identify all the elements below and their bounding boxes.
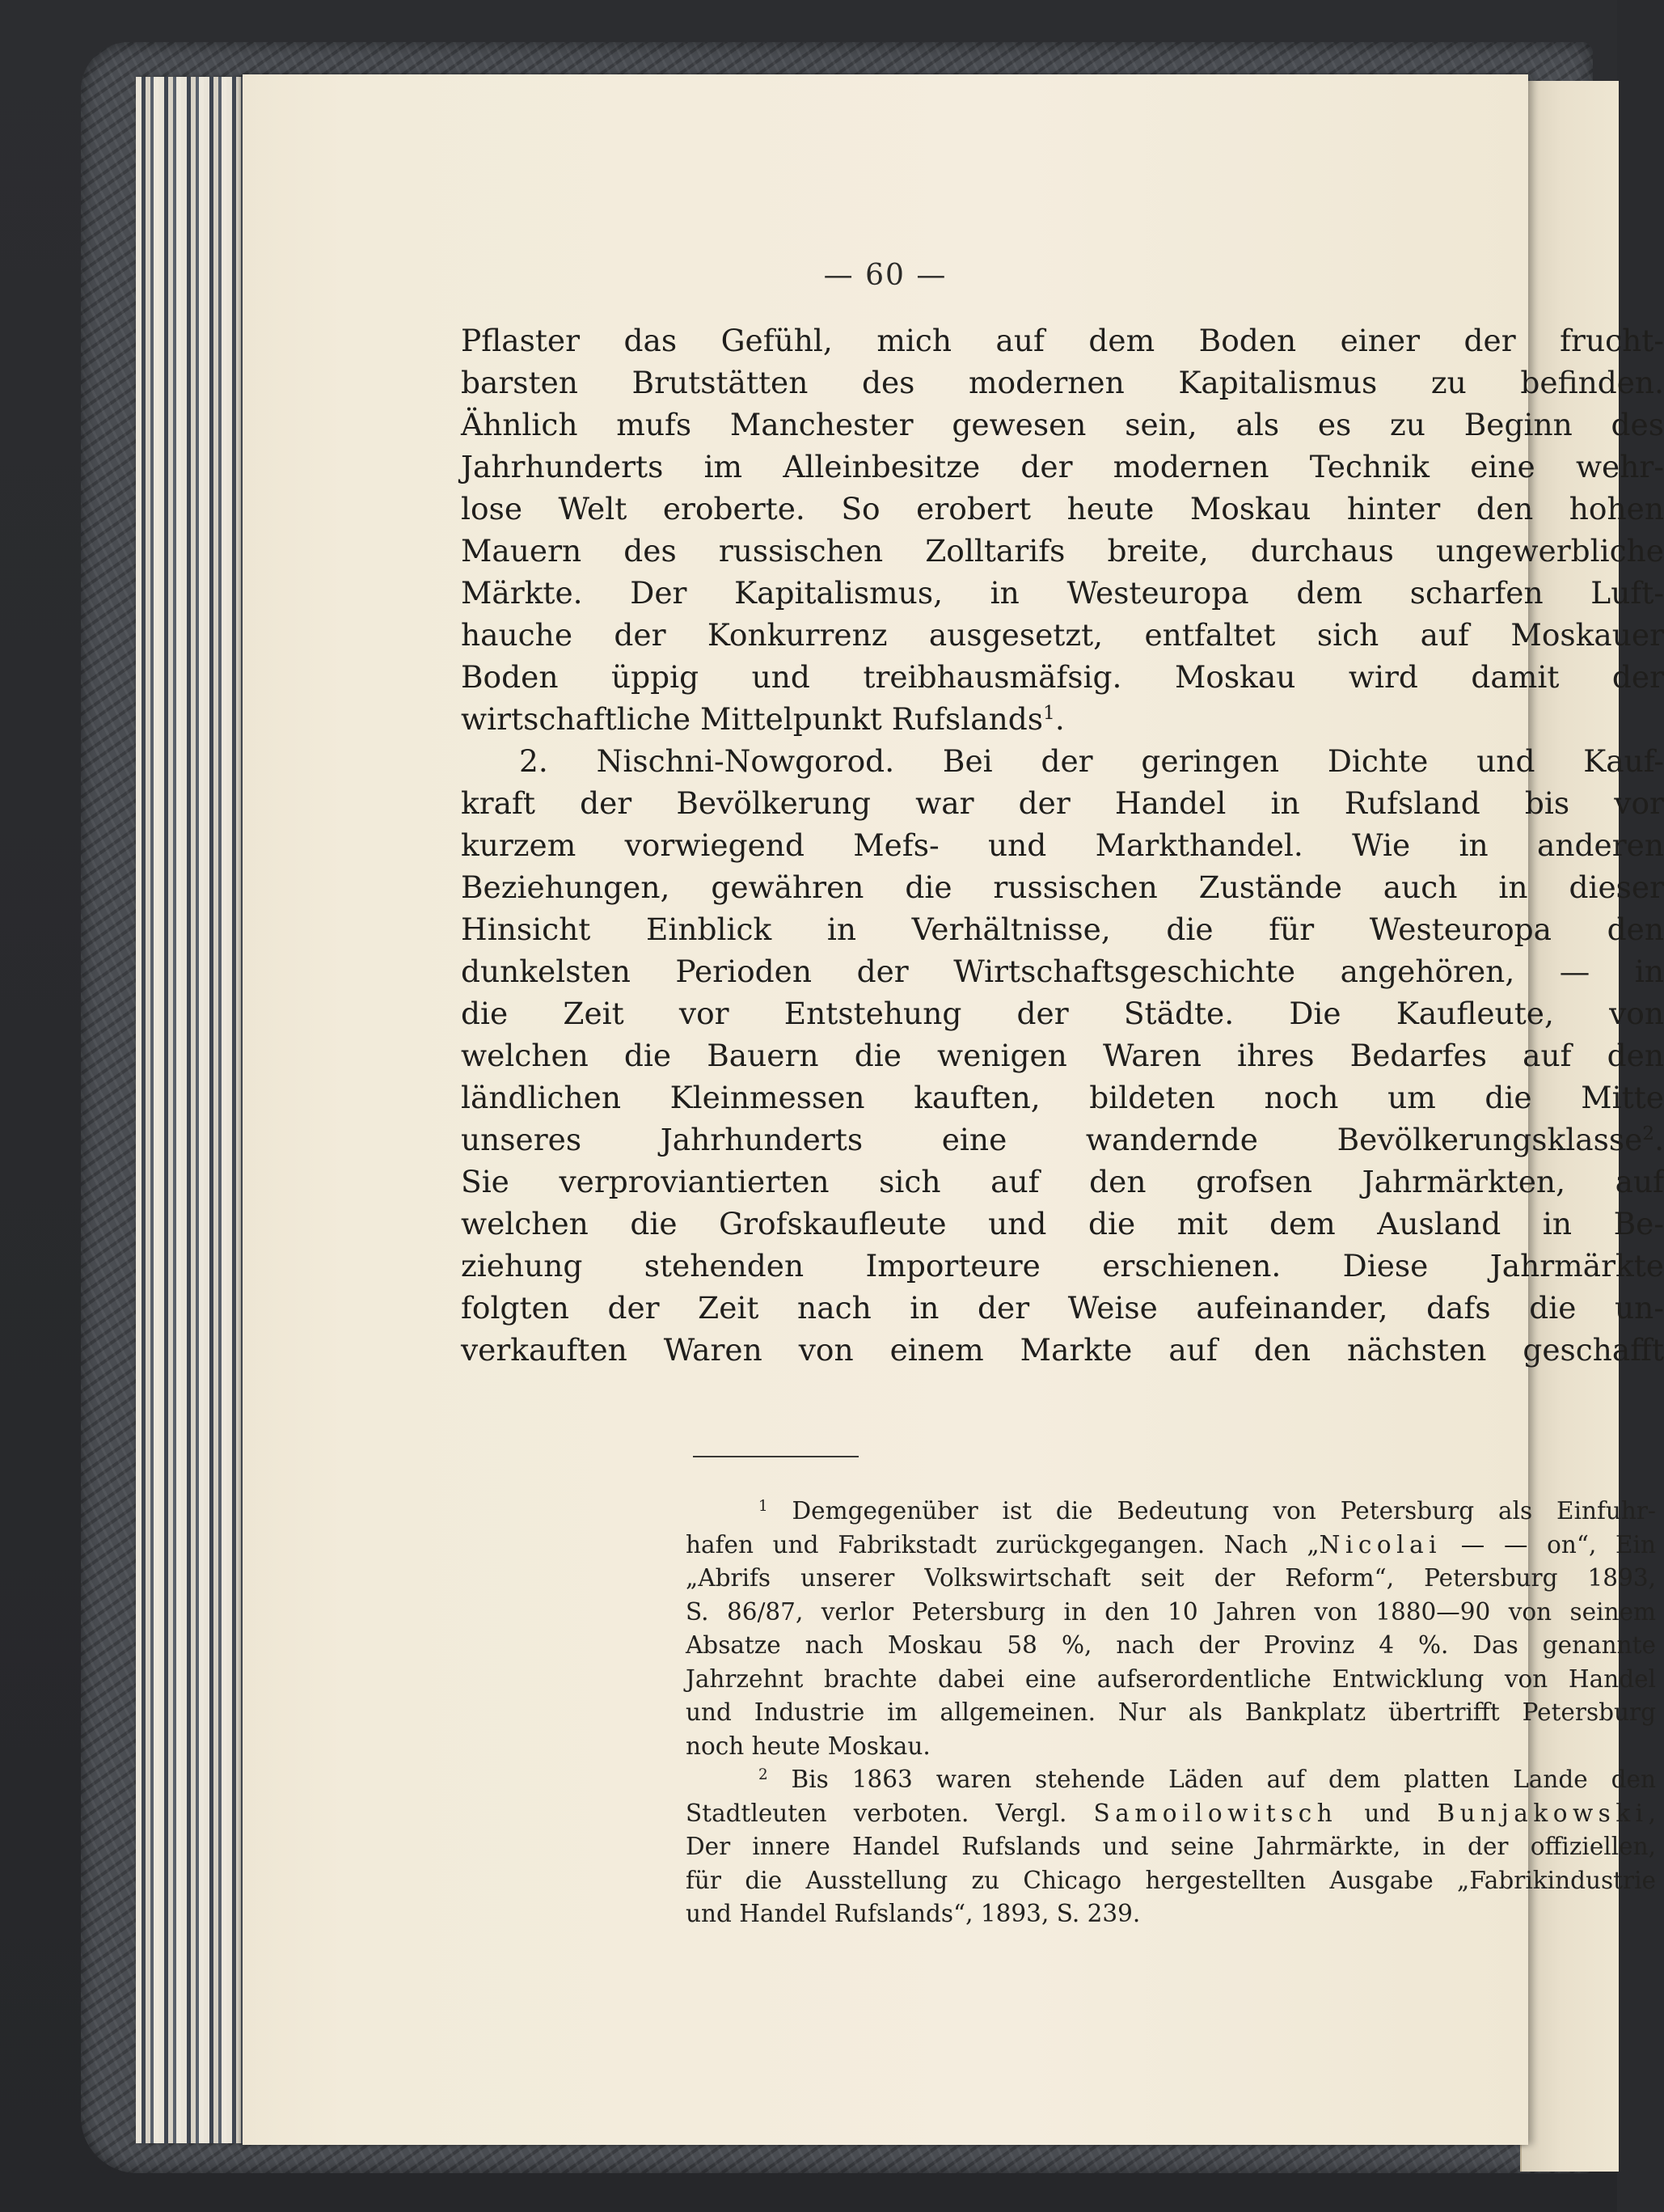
text-segment: unseres Jahrhunderts eine wandernde Bevölkerungsklasse (461, 1122, 1643, 1157)
page-number: — 60 — (823, 259, 948, 292)
body-line (461, 362, 1664, 404)
text-segment: Demgegenüber ist die Bedeutung von Petersburg als Einfuhr- (767, 1497, 1656, 1525)
text-segment: lose Welt eroberte. So erobert heute Moskau hinter den hohen (461, 491, 1664, 527)
text-segment: Nicolai (1319, 1530, 1442, 1559)
text-segment: dunkelsten Perioden der Wirtschaftsgeschichte angehören, — in (461, 954, 1664, 989)
body-line (461, 1203, 1664, 1245)
footnote-line (686, 1495, 1656, 1529)
text-segment: Pflaster das Gefühl, mich auf dem Boden einer der frucht- (461, 323, 1664, 358)
text-segment: ländlichen Kleinmessen kauften, bildeten noch um die Mitte (461, 1080, 1664, 1115)
body-line (461, 908, 1664, 950)
body-line (461, 656, 1664, 698)
footnote-line (686, 1864, 1656, 1898)
text-segment: Märkte. Der Kapitalismus, in Westeuropa dem scharfen Luft- (461, 575, 1664, 611)
footnote-line (686, 1830, 1656, 1864)
body-line (461, 740, 1664, 782)
text-segment: folgten der Zeit nach in der Weise aufeinander, dafs die un- (461, 1290, 1664, 1326)
footnote-line (686, 1730, 1656, 1764)
text-segment: barsten Brutstätten des modernen Kapitalismus zu befinden. (461, 365, 1664, 400)
text-segment: . (1654, 1122, 1664, 1157)
body-line (461, 1076, 1664, 1119)
footnote-line (686, 1797, 1656, 1831)
footnotes (686, 1495, 1656, 1931)
body-line (461, 1287, 1664, 1329)
text-segment: Stadtleuten verboten. Vergl. (686, 1799, 1094, 1827)
text-segment: Der innere Handel Rufslands und seine Jahrmärkte, in der offiziellen, (686, 1833, 1656, 1860)
body-line (461, 1329, 1664, 1371)
text-segment: S. 86/87, verlor Petersburg in den 10 Jahren von 1880—90 von seinem (686, 1597, 1656, 1626)
text-segment: ziehung stehenden Importeure erschienen. Diese Jahrmärkte (461, 1248, 1664, 1284)
text-segment: Absatze nach Moskau 58 %, nach der Provinz 4 %. Das genannte (686, 1631, 1656, 1659)
body-line (461, 950, 1664, 992)
text-segment: verkauften Waren von einem Markte auf den nächsten geschafft (461, 1332, 1664, 1368)
body-line (461, 530, 1664, 572)
footnote-line (686, 1696, 1656, 1730)
text-segment: welchen die Grofskaufleute und die mit dem Ausland in Be- (461, 1206, 1664, 1241)
text-segment: welchen die Bauern die wenigen Waren ihres Bedarfes auf den (461, 1038, 1664, 1073)
footnote-line (686, 1629, 1656, 1663)
body-line (461, 1034, 1664, 1076)
text-segment: und Handel Rufslands“, 1893, S. 239. (686, 1900, 1141, 1927)
footnote-marker: 2 (758, 1766, 768, 1783)
footnote-rule (693, 1456, 859, 1457)
text-segment: 2. Nischni-Nowgorod. Bei der geringen Dichte und Kauf- (519, 743, 1664, 779)
body-line (461, 824, 1664, 866)
text-segment: kurzem vorwiegend Mefs- und Markthandel. Wie in anderen (461, 827, 1664, 863)
page-edges (136, 77, 245, 2143)
text-segment: und (1337, 1799, 1438, 1827)
body-line (461, 319, 1664, 362)
footnote-line (686, 1562, 1656, 1596)
body-line (461, 782, 1664, 824)
text-segment: Hinsicht Einblick in Verhältnisse, die für Westeuropa den (461, 911, 1664, 947)
text-segment: Boden üppig und treibhausmäfsig. Moskau wird damit der (461, 659, 1664, 695)
body-line (461, 866, 1664, 908)
body-line (461, 446, 1664, 488)
body-line (461, 1161, 1664, 1203)
body-line (461, 404, 1664, 446)
text-segment: die Zeit vor Entstehung der Städte. Die Kaufleute, von (461, 996, 1664, 1031)
text-segment: Jahrzehnt brachte dabei eine aufserordentliche Entwicklung von Handel (686, 1664, 1656, 1693)
footnote-line (686, 1897, 1656, 1931)
text-segment: und Industrie im allgemeinen. Nur als Bankplatz übertrifft Petersburg (686, 1698, 1656, 1726)
footnote-line (686, 1529, 1656, 1563)
text-segment: Bis 1863 waren stehende Läden auf dem platten Lande den (767, 1766, 1656, 1793)
text-segment: Beziehungen, gewähren die russischen Zustände auch in dieser (461, 869, 1664, 905)
body-text (461, 319, 1664, 1371)
footnote-marker: 2 (1642, 1123, 1655, 1145)
book-page (243, 74, 1664, 2145)
text-segment: noch heute Moskau. (686, 1732, 931, 1760)
body-line (461, 992, 1664, 1034)
body-line (461, 1245, 1664, 1287)
footnote-marker: 1 (758, 1497, 768, 1515)
body-line (461, 488, 1664, 530)
text-segment: Samoilowitsch (1093, 1799, 1338, 1827)
text-segment: Bunjakowski (1437, 1799, 1649, 1827)
text-segment: , (1648, 1799, 1656, 1827)
text-segment: — — on“, Ein (1442, 1530, 1656, 1559)
text-segment: hafen und Fabrikstadt zurückgegangen. Nach „ (686, 1530, 1320, 1559)
text-segment: wirtschaftliche Mittelpunkt Rufslands (461, 701, 1044, 737)
text-segment: Mauern des russischen Zolltarifs breite, durchaus ungewerbliche (461, 533, 1664, 569)
text-segment: für die Ausstellung zu Chicago hergestellten Ausgabe „Fabrikindustrie (686, 1866, 1656, 1894)
body-line (461, 698, 1664, 740)
text-segment: Jahrhunderts im Alleinbesitze der modernen Technik eine wehr- (461, 449, 1664, 484)
text-segment: hauche der Konkurrenz ausgesetzt, entfaltet sich auf Moskauer (461, 617, 1664, 653)
body-line (461, 572, 1664, 614)
body-line (461, 614, 1664, 656)
text-segment: . (1054, 701, 1065, 737)
footnote-marker: 1 (1043, 702, 1055, 725)
footnote-line (686, 1596, 1656, 1630)
text-segment: kraft der Bevölkerung war der Handel in Rufsland bis vor (461, 785, 1664, 821)
text-segment: „Abrifs unserer Volkswirtschaft seit der Reform“, Petersburg 1893, (686, 1564, 1656, 1592)
text-segment: Ähnlich mufs Manchester gewesen sein, als es zu Beginn des (461, 407, 1664, 442)
footnote-line (686, 1763, 1656, 1797)
footnote-line (686, 1663, 1656, 1697)
text-segment: Sie verproviantierten sich auf den grofsen Jahrmärkten, auf (461, 1164, 1664, 1199)
body-line (461, 1119, 1664, 1161)
